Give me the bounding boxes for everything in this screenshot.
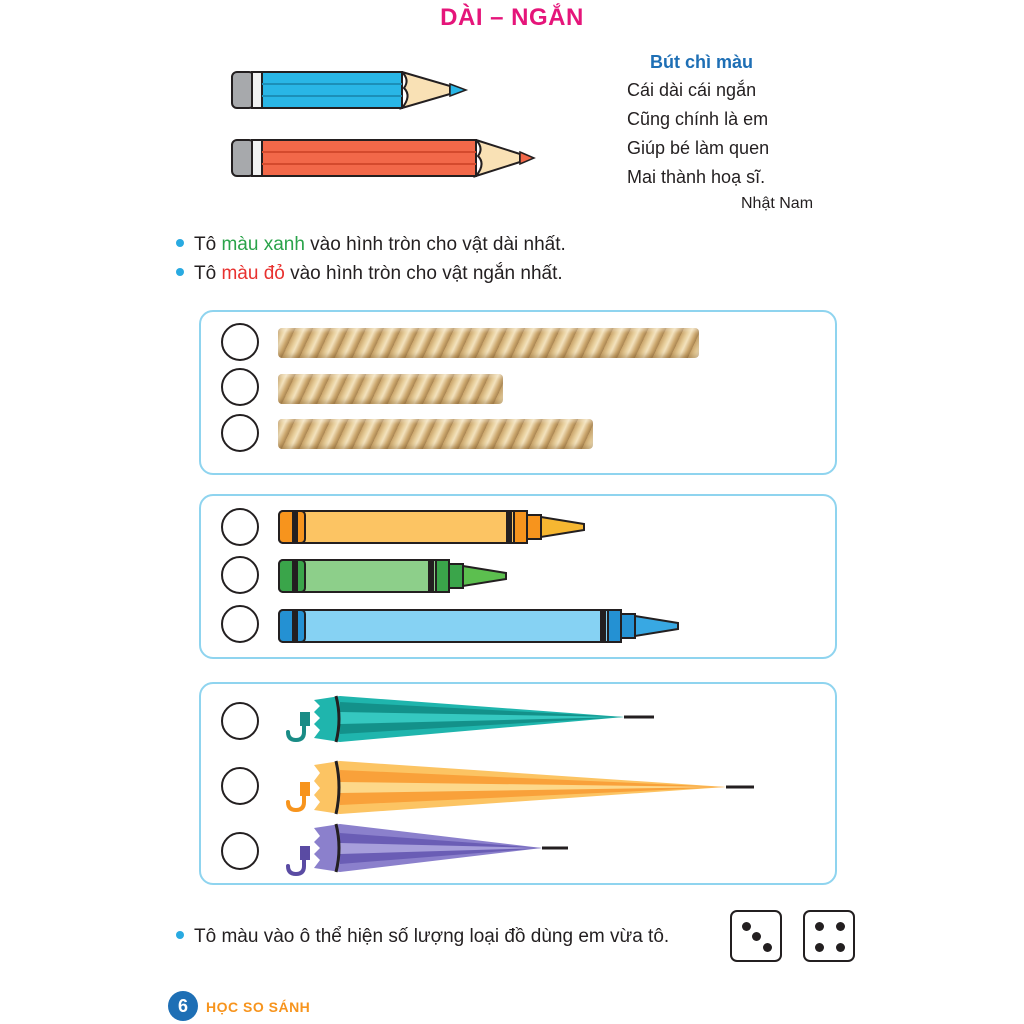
answer-circle[interactable] xyxy=(221,702,259,740)
purple-umbrella-icon xyxy=(288,824,568,874)
page-number: 6 xyxy=(168,991,198,1021)
crayons-illustration xyxy=(270,504,690,654)
answer-circle[interactable] xyxy=(221,832,259,870)
blue-crayon-icon xyxy=(279,610,678,642)
answer-circle[interactable] xyxy=(221,508,259,546)
orange-umbrella-icon xyxy=(288,761,754,814)
rope-icon xyxy=(278,419,593,449)
instruction-text: Tô màu vào ô thể hiện số lượng loại đồ dùng em vừa tô. xyxy=(194,926,670,947)
answer-circle[interactable] xyxy=(221,605,259,643)
answer-circle[interactable] xyxy=(221,767,259,805)
page-title: DÀI – NGẮN xyxy=(440,4,584,31)
answer-circle[interactable] xyxy=(221,556,259,594)
instruction-longest xyxy=(176,234,566,256)
die-pip xyxy=(836,943,845,952)
instruction-text: vào hình tròn cho vật dài nhất. xyxy=(304,234,566,255)
bullet-icon xyxy=(176,268,184,276)
poem-line: Giúp bé làm quen xyxy=(627,138,770,158)
instruction-color-word: màu đỏ xyxy=(221,263,285,284)
instruction-shortest xyxy=(176,263,563,285)
instruction-text: Tô xyxy=(194,263,222,284)
instruction-text: vào hình tròn cho vật ngắn nhất. xyxy=(284,263,563,284)
die-pip xyxy=(763,943,772,952)
poem-author: Nhật Nam xyxy=(741,195,814,212)
answer-circle[interactable] xyxy=(221,368,259,406)
rope-icon xyxy=(278,374,503,404)
teal-umbrella-icon xyxy=(288,696,654,742)
red-pencil-icon xyxy=(232,140,534,176)
poem-line: Cũng chính là em xyxy=(627,109,769,129)
green-crayon-icon xyxy=(279,560,506,592)
bullet-icon xyxy=(176,239,184,247)
poem-line: Cái dài cái ngắn xyxy=(627,80,757,100)
instruction-color-word: màu xanh xyxy=(221,234,305,255)
bullet-icon xyxy=(176,931,184,939)
die-pip xyxy=(836,922,845,931)
poem-title: Bút chì màu xyxy=(650,52,754,72)
die-pip xyxy=(815,922,824,931)
rope-icon xyxy=(278,328,699,358)
die-pip xyxy=(752,932,761,941)
die-four[interactable] xyxy=(803,910,855,962)
die-pip xyxy=(815,943,824,952)
answer-circle[interactable] xyxy=(221,323,259,361)
instruction-text: Tô xyxy=(194,234,222,255)
orange-crayon-icon xyxy=(279,511,584,543)
answer-circle[interactable] xyxy=(221,414,259,452)
pencils-illustration xyxy=(228,66,548,186)
die-pip xyxy=(742,922,751,931)
section-title: HỌC SO SÁNH xyxy=(206,999,311,1015)
die-three[interactable] xyxy=(730,910,782,962)
instruction-count xyxy=(176,926,669,948)
umbrellas-illustration xyxy=(274,690,764,880)
poem-line: Mai thành hoạ sĩ. xyxy=(627,167,766,187)
blue-pencil-icon xyxy=(232,72,466,108)
